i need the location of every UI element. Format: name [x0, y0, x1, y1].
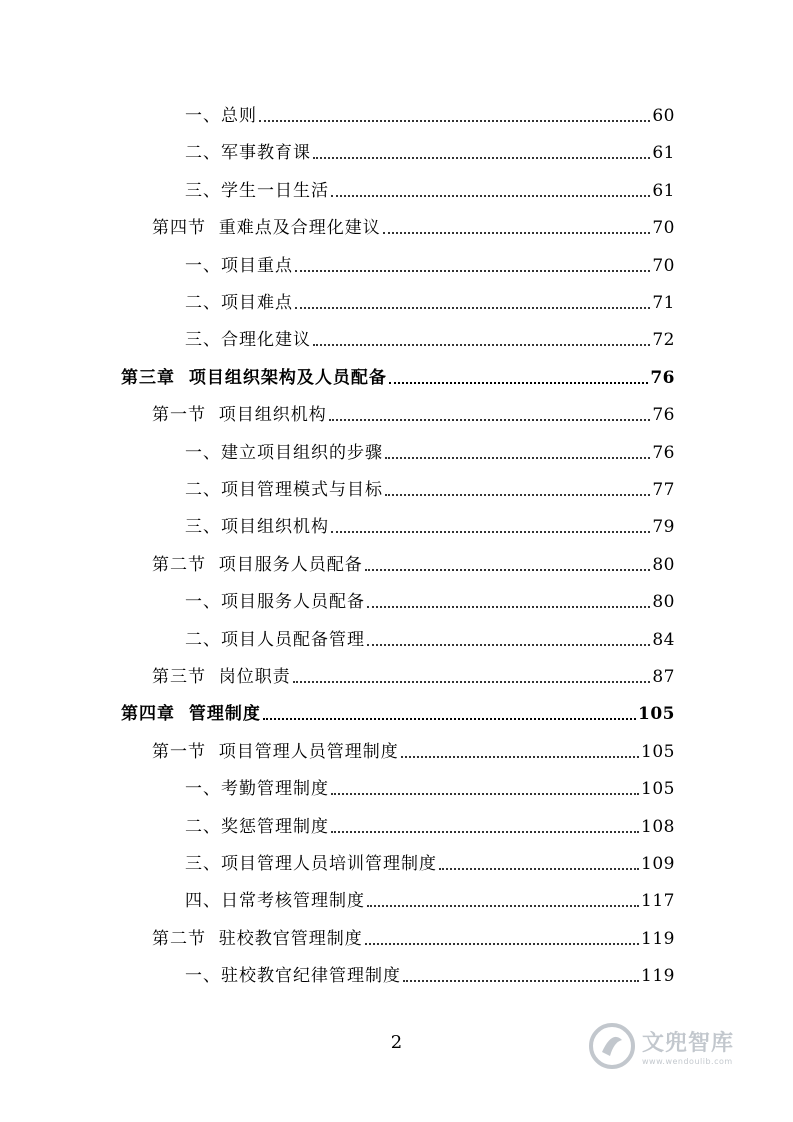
toc-entry-item[interactable]: [185, 848, 675, 876]
toc-entry-label: 三、项目管理人员培训管理制度: [185, 854, 437, 874]
toc-entry-label: 第二节 驻校教官管理制度: [152, 928, 363, 949]
toc-entry-item[interactable]: [185, 175, 675, 203]
toc-leader-dots: [293, 681, 651, 683]
toc-entry-item[interactable]: [185, 324, 675, 352]
toc-entry-label: 三、项目组织机构: [185, 517, 329, 538]
toc-leader-dots: [313, 157, 650, 159]
toc-entry-page: 87: [652, 667, 675, 687]
toc-entry-page: 76: [650, 367, 675, 388]
toc-entry-page: 71: [652, 293, 675, 313]
toc-entry-item[interactable]: [185, 250, 675, 278]
toc-entry-item[interactable]: [185, 511, 675, 539]
toc-entry-label: 一、总则: [185, 106, 257, 126]
toc-leader-dots: [259, 120, 650, 122]
toc-entry-page: 77: [652, 480, 675, 500]
toc-entry-section[interactable]: [152, 549, 675, 577]
toc-leader-dots: [331, 831, 639, 833]
toc-entry-label: 第四章 管理制度: [121, 704, 261, 725]
toc-entry-label: 一、项目服务人员配备: [185, 592, 365, 613]
toc-entry-label: 三、合理化建议: [185, 330, 311, 351]
toc-entry-label: 三、学生一日生活: [185, 180, 329, 201]
toc-leader-dots: [385, 494, 650, 496]
toc-leader-dots: [403, 980, 639, 982]
toc-entry-page: 108: [641, 816, 675, 837]
toc-entry-label: 一、建立项目组织的步骤: [185, 442, 383, 463]
toc-entry-page: 61: [652, 143, 675, 164]
toc-entry-section[interactable]: [152, 736, 675, 764]
toc-entry-page: 80: [652, 592, 675, 613]
toc-entry-page: 119: [641, 966, 675, 987]
toc-entry-label: 二、奖惩管理制度: [185, 816, 329, 837]
toc-entry-item[interactable]: [185, 474, 675, 502]
toc-entry-page: 80: [652, 554, 675, 575]
toc-entry-label: 二、项目管理模式与目标: [185, 480, 383, 500]
toc-leader-dots: [331, 531, 650, 533]
toc-entry-label: 二、项目难点: [185, 293, 293, 313]
toc-leader-dots: [295, 307, 650, 309]
toc-entry-page: 70: [652, 218, 675, 239]
toc-leader-dots: [401, 756, 639, 758]
toc-entry-page: 109: [641, 854, 675, 874]
toc-entry-label: 第二节 项目服务人员配备: [152, 554, 363, 575]
toc-leader-dots: [295, 270, 650, 272]
watermark-url: www.wendoulib.com: [642, 1057, 733, 1066]
toc-leader-dots: [367, 644, 650, 646]
toc-leader-dots: [331, 195, 650, 197]
toc-entry-label: 第四节 重难点及合理化建议: [152, 218, 381, 239]
toc-leader-dots: [367, 606, 650, 608]
toc-leader-dots: [365, 943, 639, 945]
toc-entry-label: 第三章 项目组织架构及人员配备: [121, 367, 387, 388]
toc-entry-label: 二、军事教育课: [185, 143, 311, 164]
toc-entry-page: 70: [652, 255, 675, 276]
toc-entry-page: 105: [641, 741, 675, 762]
toc-leader-dots: [383, 232, 651, 234]
toc-leader-dots: [331, 793, 639, 795]
toc-entry-page: 72: [652, 330, 675, 351]
toc-entry-label: 一、考勤管理制度: [185, 779, 329, 800]
toc-entry-page: 105: [638, 704, 675, 725]
toc-entry-page: 60: [652, 106, 675, 126]
toc-entry-label: 二、项目人员配备管理: [185, 629, 365, 650]
watermark-title: 文兜智库: [642, 1031, 735, 1056]
toc-entry-section[interactable]: [152, 212, 675, 240]
page-number: 2: [390, 1032, 403, 1053]
toc-entry-page: 119: [641, 928, 675, 949]
toc-entry-page: 117: [641, 891, 675, 912]
wendou-logo-icon: [588, 1022, 636, 1070]
toc-entry-section[interactable]: [152, 399, 675, 427]
toc-entry-chapter[interactable]: [121, 362, 675, 390]
toc-leader-dots: [313, 344, 650, 346]
toc-entry-item[interactable]: [185, 287, 675, 315]
toc-entry-label: 一、项目重点: [185, 255, 293, 276]
toc-entry-label: 四、日常考核管理制度: [185, 891, 365, 912]
toc-entry-label: 第三节 岗位职责: [152, 667, 291, 687]
toc-entry-item[interactable]: [185, 960, 675, 988]
toc-leader-dots: [439, 868, 639, 870]
toc-entry-chapter[interactable]: [121, 698, 675, 726]
toc-leader-dots: [365, 569, 651, 571]
watermark: [588, 1018, 768, 1074]
toc-entry-section[interactable]: [152, 923, 675, 951]
toc-leader-dots: [389, 382, 648, 384]
toc-entry-page: 79: [652, 517, 675, 538]
toc-entry-label: 一、驻校教官纪律管理制度: [185, 966, 401, 987]
toc-entry-item[interactable]: [185, 137, 675, 165]
toc-leader-dots: [263, 718, 636, 720]
toc-entry-label: 第一节 项目管理人员管理制度: [152, 741, 399, 762]
toc-entry-section[interactable]: [152, 661, 675, 689]
toc-entry-item[interactable]: [185, 586, 675, 614]
toc-entry-page: 105: [641, 779, 675, 800]
toc-entry-item[interactable]: [185, 624, 675, 652]
toc-entry-page: 76: [652, 442, 675, 463]
toc-entry-item[interactable]: [185, 885, 675, 913]
toc-entry-item[interactable]: [185, 773, 675, 801]
toc-entry-page: 84: [652, 629, 675, 650]
toc-entry-page: 61: [652, 180, 675, 201]
toc-entry-item[interactable]: [185, 811, 675, 839]
toc-entry-page: 76: [652, 405, 675, 426]
toc-entry-item[interactable]: [185, 100, 675, 128]
toc-leader-dots: [329, 419, 651, 421]
toc-leader-dots: [367, 905, 639, 907]
toc-entry-label: 第一节 项目组织机构: [152, 405, 327, 426]
toc-leader-dots: [385, 457, 650, 459]
toc-entry-item[interactable]: [185, 437, 675, 465]
